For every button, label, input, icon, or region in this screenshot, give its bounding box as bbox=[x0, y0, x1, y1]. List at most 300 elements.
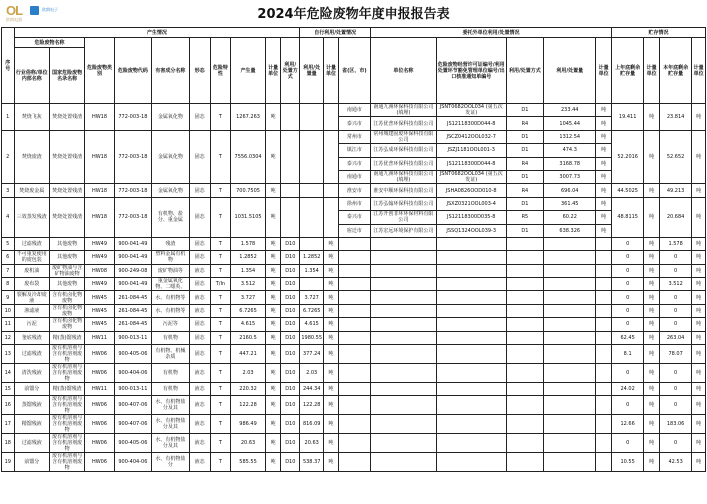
produced-amount: 1.354 bbox=[231, 264, 265, 277]
year-storage-unit: 吨 bbox=[692, 318, 706, 331]
table-row bbox=[2, 264, 706, 277]
prev-storage: 0 bbox=[612, 291, 644, 304]
entrust-province bbox=[338, 345, 370, 364]
year-storage: 0 bbox=[659, 291, 691, 304]
entrust-amount bbox=[544, 415, 596, 434]
self-method: D10 bbox=[281, 291, 300, 304]
produced-amount: 3.512 bbox=[231, 278, 265, 291]
entrust-entity bbox=[371, 304, 437, 317]
industry-name: 过滤残液 bbox=[14, 434, 49, 453]
national-name: 含有机卤化物废物 bbox=[49, 304, 84, 317]
self-unit: 吨 bbox=[324, 278, 339, 291]
year-storage-unit: 吨 bbox=[692, 383, 706, 396]
entrust-province bbox=[338, 304, 370, 317]
entrust-unit: 吨 bbox=[596, 117, 612, 130]
form: 液态 bbox=[189, 383, 210, 396]
header-harmful: 有害成分名称 bbox=[152, 38, 190, 104]
form: 液态 bbox=[189, 415, 210, 434]
logo-subtitle: 欧朗电器 bbox=[6, 17, 22, 22]
entrust-province bbox=[338, 453, 370, 472]
year-storage: 3.512 bbox=[659, 278, 691, 291]
table-row bbox=[2, 434, 706, 453]
year-storage-unit: 吨 bbox=[692, 251, 706, 264]
entrust-province bbox=[338, 331, 370, 344]
entrust-permit: JS12118300D044-8 bbox=[436, 117, 506, 130]
waste-category: HW18 bbox=[85, 184, 114, 197]
table-row bbox=[2, 331, 706, 344]
year-storage-unit: 吨 bbox=[692, 278, 706, 291]
self-unit: 吨 bbox=[324, 264, 339, 277]
year-storage-unit: 吨 bbox=[692, 130, 706, 184]
self-method bbox=[281, 130, 300, 184]
hazard-property: T bbox=[210, 345, 231, 364]
prev-storage: 0 bbox=[612, 251, 644, 264]
self-method: D10 bbox=[281, 383, 300, 396]
waste-category: HW06 bbox=[85, 415, 114, 434]
waste-category: HW49 bbox=[85, 278, 114, 291]
entrust-method bbox=[506, 453, 544, 472]
header-unit: 计量单位 bbox=[265, 38, 281, 104]
entrust-permit: JSNT0682OOL034 (第五次发证) bbox=[436, 104, 506, 117]
hazard-property: T/In bbox=[210, 278, 231, 291]
prev-storage: 24.02 bbox=[612, 383, 644, 396]
produced-unit: 吨 bbox=[265, 453, 281, 472]
entrust-entity bbox=[371, 453, 437, 472]
entrust-amount: 60.22 bbox=[544, 211, 596, 224]
self-unit: 吨 bbox=[324, 304, 339, 317]
hazard-property: T bbox=[210, 291, 231, 304]
prev-storage-unit: 吨 bbox=[644, 318, 660, 331]
self-amount bbox=[300, 184, 324, 197]
entrust-unit bbox=[596, 415, 612, 434]
prev-storage: 8.1 bbox=[612, 345, 644, 364]
waste-code: 900-013-11 bbox=[114, 331, 152, 344]
entrust-entity: 南通九洲环保科技有限公司(填埋) bbox=[371, 170, 437, 183]
prev-storage: 0 bbox=[612, 396, 644, 415]
entrust-province bbox=[338, 237, 370, 250]
form: 液态 bbox=[189, 304, 210, 317]
row-number: 7 bbox=[2, 264, 15, 277]
self-method: D10 bbox=[281, 237, 300, 250]
entrust-unit: 吨 bbox=[596, 144, 612, 157]
waste-code: 900-407-06 bbox=[114, 396, 152, 415]
prev-storage-unit: 吨 bbox=[644, 130, 660, 184]
entrust-permit bbox=[436, 434, 506, 453]
entrust-method bbox=[506, 264, 544, 277]
entrust-permit bbox=[436, 318, 506, 331]
waste-category: HW49 bbox=[85, 251, 114, 264]
entrust-method bbox=[506, 237, 544, 250]
national-name: 其他废物 bbox=[49, 278, 84, 291]
year-storage-unit: 吨 bbox=[692, 264, 706, 277]
table-row bbox=[2, 291, 706, 304]
entrust-unit bbox=[596, 318, 612, 331]
form: 液态 bbox=[189, 453, 210, 472]
entrust-amount bbox=[544, 345, 596, 364]
year-storage: 0 bbox=[659, 364, 691, 383]
produced-unit: 吨 bbox=[265, 264, 281, 277]
waste-category: HW18 bbox=[85, 197, 114, 237]
waste-category: HW45 bbox=[85, 304, 114, 317]
table-row bbox=[2, 104, 706, 117]
table-row bbox=[2, 251, 706, 264]
row-number: 9 bbox=[2, 291, 15, 304]
waste-category: HW06 bbox=[85, 345, 114, 364]
self-amount: 538.37 bbox=[300, 453, 324, 472]
prev-storage-unit: 吨 bbox=[644, 415, 660, 434]
year-storage: 0 bbox=[659, 434, 691, 453]
entrust-province bbox=[338, 318, 370, 331]
entrust-unit bbox=[596, 251, 612, 264]
produced-unit: 吨 bbox=[265, 318, 281, 331]
table-row bbox=[2, 318, 706, 331]
produced-amount: 220.32 bbox=[231, 383, 265, 396]
header-waste-name: 危险废物名称 bbox=[14, 38, 85, 48]
prev-storage: 12.66 bbox=[612, 415, 644, 434]
produced-amount: 1.578 bbox=[231, 237, 265, 250]
prev-storage-unit: 吨 bbox=[644, 237, 660, 250]
produced-amount: 3.727 bbox=[231, 291, 265, 304]
self-method: D10 bbox=[281, 251, 300, 264]
header-entity: 单位名称 bbox=[371, 38, 437, 104]
entrust-amount bbox=[544, 364, 596, 383]
entrust-method bbox=[506, 415, 544, 434]
entrust-unit bbox=[596, 434, 612, 453]
entrust-amount: 1312.54 bbox=[544, 130, 596, 143]
entrust-entity: 江苏弘翰环保科技有限公司 bbox=[371, 197, 437, 210]
self-amount: 377.24 bbox=[300, 345, 324, 364]
header-national-name: 国家危险废物名录名称 bbox=[49, 48, 84, 104]
produced-unit: 吨 bbox=[265, 304, 281, 317]
table-row bbox=[2, 237, 706, 250]
header-entrust: 委托外单位利用/处置情况 bbox=[371, 28, 612, 38]
hazard-property: T bbox=[210, 415, 231, 434]
entrust-entity: 南通九洲环保科技有限公司(填埋) bbox=[371, 104, 437, 117]
waste-code: 900-407-06 bbox=[114, 415, 152, 434]
entrust-method: D1 bbox=[506, 224, 544, 237]
row-number: 17 bbox=[2, 415, 15, 434]
industry-name: 污泥 bbox=[14, 318, 49, 331]
header-storage: 贮存情况 bbox=[612, 28, 706, 38]
industry-name: 不可重复使用的废包装 bbox=[14, 251, 49, 264]
self-method: D10 bbox=[281, 264, 300, 277]
produced-amount: 2160.5 bbox=[231, 331, 265, 344]
entrust-permit: JS12118300D044-8 bbox=[436, 157, 506, 170]
header-province: 省(区、市) bbox=[338, 38, 370, 104]
self-unit: 吨 bbox=[324, 364, 339, 383]
page-title: 2024年危险废物年度申报报告表 bbox=[257, 7, 450, 22]
industry-name: 釜底残渣 bbox=[14, 331, 49, 344]
logo-company: 欧朗电子 bbox=[42, 7, 58, 12]
entrust-amount: 3007.73 bbox=[544, 170, 596, 183]
entrust-unit bbox=[596, 304, 612, 317]
hazard-property: T bbox=[210, 383, 231, 396]
row-number: 5 bbox=[2, 237, 15, 250]
harmful-component: 有机物 bbox=[152, 331, 190, 344]
national-name: 焚烧处置残渣 bbox=[49, 104, 84, 131]
entrust-entity bbox=[371, 237, 437, 250]
year-storage: 20.684 bbox=[659, 197, 691, 237]
waste-code: 261-084-45 bbox=[114, 318, 152, 331]
year-storage-unit: 吨 bbox=[692, 237, 706, 250]
waste-category: HW06 bbox=[85, 453, 114, 472]
entrust-permit bbox=[436, 237, 506, 250]
national-name: 焚烧处置残渣 bbox=[49, 130, 84, 184]
row-number: 19 bbox=[2, 453, 15, 472]
industry-name: 精馏残液 bbox=[14, 415, 49, 434]
entrust-entity: 江苏弘成环保科技有限公司 bbox=[371, 144, 437, 157]
national-name: 废有机溶剂与含有机溶剂废物 bbox=[49, 345, 84, 364]
entrust-unit: 吨 bbox=[596, 170, 612, 183]
entrust-unit bbox=[596, 264, 612, 277]
year-storage-unit: 吨 bbox=[692, 396, 706, 415]
entrust-amount bbox=[544, 291, 596, 304]
entrust-province bbox=[338, 291, 370, 304]
entrust-amount bbox=[544, 331, 596, 344]
entrust-method: D1 bbox=[506, 130, 544, 143]
hazard-property: T bbox=[210, 331, 231, 344]
prev-storage: 0 bbox=[612, 264, 644, 277]
produced-unit: 吨 bbox=[265, 396, 281, 415]
self-amount: 3.727 bbox=[300, 291, 324, 304]
harmful-component: 有机物 bbox=[152, 364, 190, 383]
entrust-amount bbox=[544, 453, 596, 472]
national-name: 含有机卤化物废物 bbox=[49, 291, 84, 304]
produced-amount: 4.615 bbox=[231, 318, 265, 331]
self-method bbox=[281, 184, 300, 197]
produced-unit: 吨 bbox=[265, 415, 281, 434]
self-amount bbox=[300, 278, 324, 291]
header-self-use: 自行利用/处置情况 bbox=[300, 28, 371, 38]
entrust-permit bbox=[436, 331, 506, 344]
produced-unit: 吨 bbox=[265, 434, 281, 453]
produced-unit: 吨 bbox=[265, 291, 281, 304]
entrust-permit bbox=[436, 291, 506, 304]
entrust-amount: 1045.44 bbox=[544, 117, 596, 130]
self-method: D10 bbox=[281, 434, 300, 453]
hazard-property: T bbox=[210, 318, 231, 331]
entrust-unit bbox=[596, 331, 612, 344]
industry-name: 过滤残渣 bbox=[14, 237, 49, 250]
logo-mark: OL bbox=[6, 3, 23, 18]
row-number: 8 bbox=[2, 278, 15, 291]
entrust-amount: 3168.78 bbox=[544, 157, 596, 170]
entrust-permit: JSNT0682OOL034 (第五次发证) bbox=[436, 170, 506, 183]
prev-storage-unit: 吨 bbox=[644, 278, 660, 291]
prev-storage-unit: 吨 bbox=[644, 383, 660, 396]
waste-category: HW11 bbox=[85, 331, 114, 344]
entrust-method: D1 bbox=[506, 104, 544, 117]
produced-unit: 吨 bbox=[265, 278, 281, 291]
self-amount: 122.28 bbox=[300, 396, 324, 415]
prev-storage-unit: 吨 bbox=[644, 364, 660, 383]
waste-code: 900-405-06 bbox=[114, 345, 152, 364]
year-storage: 0 bbox=[659, 383, 691, 396]
entrust-amount bbox=[544, 318, 596, 331]
prev-storage: 0 bbox=[612, 318, 644, 331]
year-storage-unit: 吨 bbox=[692, 434, 706, 453]
prev-storage: 10.55 bbox=[612, 453, 644, 472]
entrust-unit bbox=[596, 237, 612, 250]
entrust-province bbox=[338, 251, 370, 264]
national-name: 含有机卤化物废物 bbox=[49, 318, 84, 331]
entrust-permit: JSZJ1181OOL001-3 bbox=[436, 144, 506, 157]
harmful-component: 有机物 bbox=[152, 383, 190, 396]
national-name: 焚烧处置残渣 bbox=[49, 184, 84, 197]
waste-code: 772-003-18 bbox=[114, 104, 152, 131]
national-name: 废有机溶剂与含有机溶剂废物 bbox=[49, 396, 84, 415]
entrust-entity bbox=[371, 331, 437, 344]
form: 液态 bbox=[189, 434, 210, 453]
industry-name: 蒸馏残液 bbox=[14, 396, 49, 415]
entrust-entity bbox=[371, 383, 437, 396]
entrust-method bbox=[506, 291, 544, 304]
self-amount: 4.615 bbox=[300, 318, 324, 331]
prev-storage: 0 bbox=[612, 237, 644, 250]
entrust-permit bbox=[436, 304, 506, 317]
entrust-method bbox=[506, 304, 544, 317]
hazard-property: T bbox=[210, 434, 231, 453]
row-number: 6 bbox=[2, 251, 15, 264]
industry-name: 裂解及冷却废液 bbox=[14, 291, 49, 304]
entrust-method bbox=[506, 434, 544, 453]
entrust-unit: 吨 bbox=[596, 211, 612, 224]
table-row bbox=[2, 383, 706, 396]
self-method: D10 bbox=[281, 453, 300, 472]
harmful-component: 有机物、机械杂质 bbox=[152, 345, 190, 364]
entrust-unit bbox=[596, 291, 612, 304]
national-name: 精(蒸)馏残渣 bbox=[49, 331, 84, 344]
entrust-province: 南通市 bbox=[338, 104, 370, 117]
waste-code: 900-249-08 bbox=[114, 264, 152, 277]
waste-category: HW06 bbox=[85, 396, 114, 415]
produced-amount: 447.21 bbox=[231, 345, 265, 364]
entrust-entity bbox=[371, 318, 437, 331]
harmful-component: 水、有机物等 bbox=[152, 304, 190, 317]
entrust-permit bbox=[436, 264, 506, 277]
entrust-permit bbox=[436, 364, 506, 383]
form: 固态 bbox=[189, 278, 210, 291]
self-amount bbox=[300, 130, 324, 184]
industry-name: 过滤残渣 bbox=[14, 345, 49, 364]
form: 液态 bbox=[189, 264, 210, 277]
hazard-property: T bbox=[210, 184, 231, 197]
self-amount bbox=[300, 237, 324, 250]
harmful-component: 水、有机物盐分 bbox=[152, 453, 190, 472]
hazard-property: T bbox=[210, 264, 231, 277]
produced-amount: 1267.263 bbox=[231, 104, 265, 131]
entrust-permit: JSSQ1324OOL039-3 bbox=[436, 224, 506, 237]
harmful-component: 金属氧化物 bbox=[152, 130, 190, 184]
harmful-component: 金属氧化物 bbox=[152, 184, 190, 197]
form: 液态 bbox=[189, 364, 210, 383]
entrust-permit bbox=[436, 345, 506, 364]
hazard-property: T bbox=[210, 251, 231, 264]
entrust-amount bbox=[544, 304, 596, 317]
year-storage-unit: 吨 bbox=[692, 345, 706, 364]
year-storage: 0 bbox=[659, 318, 691, 331]
form: 固态 bbox=[189, 318, 210, 331]
entrust-permit bbox=[436, 415, 506, 434]
entrust-entity: 江苏开创非环环保材料有限公司 bbox=[371, 211, 437, 224]
entrust-permit: JS12118300D035-8 bbox=[436, 211, 506, 224]
national-name: 精(蒸)馏残渣 bbox=[49, 383, 84, 396]
national-name: 其他废物 bbox=[49, 237, 84, 250]
entrust-province bbox=[338, 415, 370, 434]
hazard-property: T bbox=[210, 104, 231, 131]
entrust-amount bbox=[544, 278, 596, 291]
produced-amount: 2.03 bbox=[231, 364, 265, 383]
hazard-property: T bbox=[210, 364, 231, 383]
industry-name: 焚烧废渣 bbox=[14, 130, 49, 184]
year-storage-unit: 吨 bbox=[692, 331, 706, 344]
year-storage: 0 bbox=[659, 396, 691, 415]
hazard-property: T bbox=[210, 396, 231, 415]
year-storage: 42.53 bbox=[659, 453, 691, 472]
entrust-method bbox=[506, 383, 544, 396]
produced-unit: 吨 bbox=[265, 331, 281, 344]
waste-code: 900-013-11 bbox=[114, 383, 152, 396]
produced-amount: 1031.5105 bbox=[231, 197, 265, 237]
harmful-component: 废矿物油等 bbox=[152, 264, 190, 277]
self-method bbox=[281, 197, 300, 237]
header-year-store: 本年底剩余贮存量 bbox=[659, 38, 691, 104]
self-method: D10 bbox=[281, 345, 300, 364]
year-storage-unit: 吨 bbox=[692, 304, 706, 317]
year-storage-unit: 吨 bbox=[692, 197, 706, 237]
national-name: 废有机溶剂与含有机溶剂废物 bbox=[49, 434, 84, 453]
entrust-unit: 吨 bbox=[596, 184, 612, 197]
waste-category: HW45 bbox=[85, 291, 114, 304]
entrust-unit: 吨 bbox=[596, 130, 612, 143]
produced-unit: 吨 bbox=[265, 251, 281, 264]
self-unit: 吨 bbox=[324, 318, 339, 331]
header-store-unit: 计量单位 bbox=[644, 38, 660, 104]
self-method: D10 bbox=[281, 331, 300, 344]
entrust-province: 宿迁市 bbox=[338, 224, 370, 237]
form: 固态 bbox=[189, 331, 210, 344]
form: 固态 bbox=[189, 104, 210, 131]
entrust-unit: 吨 bbox=[596, 224, 612, 237]
form: 固态 bbox=[189, 197, 210, 237]
prev-storage: 48.8115 bbox=[612, 197, 644, 237]
entrust-method: D1 bbox=[506, 144, 544, 157]
entrust-entity: 江苏优普环保科技有限公司 bbox=[371, 157, 437, 170]
header-industry-name: 行业俗称/单位内部名称 bbox=[14, 48, 49, 104]
self-unit: 吨 bbox=[324, 415, 339, 434]
waste-code: 772-003-18 bbox=[114, 184, 152, 197]
self-amount: 6.7265 bbox=[300, 304, 324, 317]
hazard-property: T bbox=[210, 130, 231, 184]
waste-category: HW06 bbox=[85, 434, 114, 453]
table-row bbox=[2, 396, 706, 415]
self-method: D10 bbox=[281, 415, 300, 434]
produced-amount: 1.2852 bbox=[231, 251, 265, 264]
year-storage: 52.652 bbox=[659, 130, 691, 184]
entrust-permit bbox=[436, 453, 506, 472]
industry-name: 焚烧飞灰 bbox=[14, 104, 49, 131]
produced-unit: 吨 bbox=[265, 197, 281, 237]
waste-category: HW49 bbox=[85, 237, 114, 250]
entrust-amount bbox=[544, 264, 596, 277]
industry-name: 焚烧废金属 bbox=[14, 184, 49, 197]
entrust-province bbox=[338, 383, 370, 396]
produced-amount: 6.7265 bbox=[231, 304, 265, 317]
prev-storage-unit: 吨 bbox=[644, 304, 660, 317]
form: 固态 bbox=[189, 184, 210, 197]
hazard-property: T bbox=[210, 453, 231, 472]
self-amount: 20.63 bbox=[300, 434, 324, 453]
